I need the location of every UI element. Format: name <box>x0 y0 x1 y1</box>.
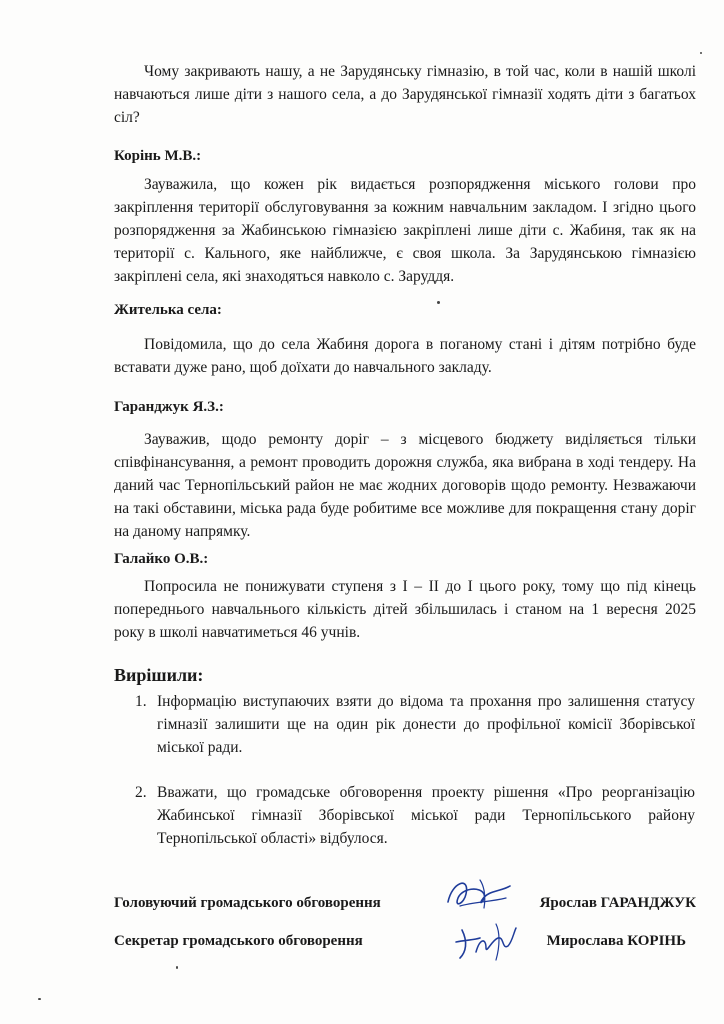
bleed-through <box>300 400 304 416</box>
speaker-name-korin: Корінь М.В.: <box>114 148 202 164</box>
decision-item-text: Вважати, що громадське обговорення проекту рішення «Про реорганізацію Жабинської гімназії Зборівської міської ради Тернопільського району Тернопільської області» відбулося. <box>157 784 695 847</box>
speaker-name-halaiko: Галайко О.В.: <box>114 551 209 567</box>
decision-item-number: 1. <box>135 693 147 710</box>
speaker-text-korin: Зауважила, що кожен рік видається розпорядження міського голови про закріплення території обслуговування за кожним навчальним закладом. І згідно цього розпорядження за Жабинською гімназією закріплені лише діти с. Жабиня, так як на території с. Кального, яке найближче, є своя школа. За Зарудянською гімназією закріплені села, які знаходяться навколо с. Заруддя. <box>114 176 696 285</box>
secretary-role: Секретар громадського обговорення <box>114 933 363 949</box>
decision-item-number: 2. <box>135 784 147 801</box>
decision-item <box>135 690 695 759</box>
intro-question: Чому закривають нашу, а не Зарудянську гімназію, в той час, коли в нашій школі навчаються лише діти з нашого села, а до Зарудянської гімназії ходять діти з багатьох сіл? <box>114 63 696 126</box>
secretary-signature-icon <box>452 918 522 966</box>
decision-heading: Вирішили: <box>114 665 204 685</box>
speaker-text-halaiko: Попросила не понижувати ступеня з І – ІІ до І цього року, тому що під кінець попереднього навчальнього кількість дітей збільшилась і станом на 1 вересня 2025 року в школі навчатиметься 46 учнів. <box>114 578 696 641</box>
scan-speck <box>176 966 178 969</box>
speaker-text-resident: Повідомила, що до села Жабиня дорога в поганому стані і дітям потрібно буде вставати дуже рано, щоб доїхати до навчального закладу. <box>114 336 696 376</box>
chair-signature-icon <box>440 872 520 922</box>
speaker-text-garandzhuk: Зауважив, щодо ремонту доріг – з місцевого бюджету виділяється тільки співфінансування, а ремонт проводить дорожня служба, яка вибрана в ході тендеру. На даний час Тернопільський район не має жодних договорів щодо ремонту. Незважаючи на такі обставини, міська рада буде робитиме все можливе для покращення стану доріг на даному напрямку. <box>114 431 696 540</box>
chair-name: Ярослав ГАРАНДЖУК <box>539 895 696 911</box>
decision-item <box>135 781 695 850</box>
speaker-name-resident: Жителька села: <box>114 302 222 318</box>
decision-item-text: Інформацію виступаючих взяти до відома та прохання про залишення статусу гімназії залишити ще на один рік донести до профільної комісії Зборівської міської ради. <box>157 693 695 756</box>
scan-speck <box>38 998 41 1000</box>
scan-speck <box>437 301 440 304</box>
secretary-name: Мирослава КОРІНЬ <box>546 933 686 949</box>
speaker-name-garandzhuk: Гаранджук Я.З.: <box>114 399 224 415</box>
scan-speck <box>700 52 702 54</box>
chair-role: Головуючий громадського обговорення <box>114 895 381 911</box>
